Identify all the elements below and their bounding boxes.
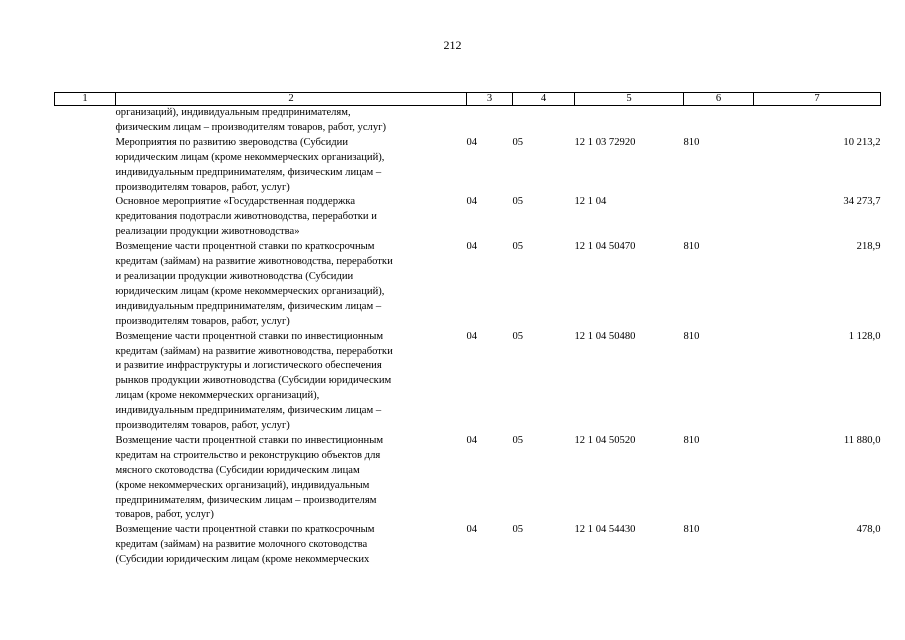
page-number: 212: [443, 38, 462, 52]
expense-type-cell: 810: [683, 434, 700, 446]
row-number-cell: [55, 106, 116, 136]
row-number-cell: [55, 523, 116, 568]
amount-cell: 478,0: [856, 524, 881, 536]
table-row: [55, 106, 881, 136]
section-code-cell: 04: [466, 330, 478, 342]
amount-cell: [754, 106, 881, 136]
expense-type-cell: 810: [683, 524, 700, 536]
table-row: [55, 523, 881, 568]
expense-name-cell: Основное мероприятие «Государственная поддержка кредитования подотрасли животноводства, переработки и реализации продукции животноводства»: [115, 196, 377, 238]
expense-type-cell: [684, 106, 754, 136]
column-header-1: 1: [55, 93, 116, 106]
column-header-6: 6: [684, 93, 754, 106]
section-code-cell: 04: [466, 136, 478, 148]
column-header-4: 4: [513, 93, 575, 106]
budget-table: [54, 92, 881, 568]
table-row: [55, 330, 881, 434]
expense-type-cell: 810: [683, 241, 700, 253]
target-article-cell: 12 1 04: [574, 196, 607, 208]
target-article-cell: 12 1 04 54430: [574, 524, 636, 536]
subsection-code-cell: [513, 106, 575, 136]
row-number-cell: [55, 240, 116, 329]
expense-name-cell: Возмещение части процентной ставки по краткосрочным кредитам (займам) на развитие молочного скотоводства (Субсидии юридическим лицам (кроме некоммерческих: [115, 524, 375, 566]
subsection-code-cell: 05: [512, 241, 524, 253]
target-article-cell: 12 1 04 50480: [574, 330, 636, 342]
section-code-cell: 04: [466, 241, 478, 253]
row-number-cell: [55, 434, 116, 523]
expense-name-cell: Возмещение части процентной ставки по инвестиционным кредитам (займам) на развитие животноводства, переработки и развитие инфраструктуры и логистического обеспечения рынков продукции животноводства (Субсидии юридическим лицам (кроме некоммерческих организаций), индивидуальным предпринимателям, физическим лицам – производителям товаров, работ, услуг): [115, 330, 393, 432]
target-article-cell: 12 1 04 50470: [574, 241, 636, 253]
expense-name-cell: Возмещение части процентной ставки по инвестиционным кредитам на строительство и реконструкцию объектов для мясного скотоводства (Субсидии юридическим лицам (кроме некоммерческих организаций), индивидуальным предпринимателям, физическим лицам – производителям товаров, работ, услуг): [115, 434, 384, 521]
subsection-code-cell: 05: [512, 136, 524, 148]
subsection-code-cell: 05: [512, 524, 524, 536]
table-row: [55, 136, 881, 196]
column-header-3: 3: [467, 93, 513, 106]
subsection-code-cell: 05: [512, 330, 524, 342]
row-number-cell: [55, 195, 116, 240]
table-row: [55, 240, 881, 329]
row-number-cell: [55, 136, 116, 196]
subsection-code-cell: 05: [512, 196, 524, 208]
target-article-cell: [575, 106, 684, 136]
expense-type-cell: 810: [683, 330, 700, 342]
column-header-7: 7: [754, 93, 881, 106]
expense-type-cell: 810: [683, 136, 700, 148]
target-article-cell: 12 1 03 72920: [574, 136, 636, 148]
section-code-cell: 04: [466, 434, 478, 446]
amount-cell: 10 213,2: [843, 136, 881, 148]
amount-cell: 218,9: [856, 241, 881, 253]
amount-cell: 1 128,0: [848, 330, 881, 342]
section-code-cell: 04: [466, 524, 478, 536]
amount-cell: 34 273,7: [843, 196, 881, 208]
expense-name-cell: Мероприятия по развитию звероводства (Субсидии юридическим лицам (кроме некоммерческих организаций), индивидуальным предпринимателям, физическим лицам – производителям товаров, работ, услуг): [115, 136, 385, 193]
table-row: [55, 195, 881, 240]
section-code-cell: [467, 106, 513, 136]
subsection-code-cell: 05: [512, 434, 524, 446]
expense-name-cell: Возмещение части процентной ставки по краткосрочным кредитам (займам) на развитие животноводства, переработки и реализации продукции животноводства (Субсидии юридическим лицам (кроме некоммерческих организаций), индивидуальным предпринимателям, физическим лицам – производителям товаров, работ, услуг): [115, 241, 393, 327]
column-number-header-row: [55, 93, 881, 106]
table-row: [55, 434, 881, 523]
target-article-cell: 12 1 04 50520: [574, 434, 636, 446]
expense-type-cell: [684, 195, 754, 240]
amount-cell: 11 880,0: [843, 434, 881, 446]
section-code-cell: 04: [466, 196, 478, 208]
expense-name-cell: организаций), индивидуальным предпринимателям, физическим лицам – производителям товаров, работ, услуг): [115, 107, 386, 133]
row-number-cell: [55, 330, 116, 434]
column-header-2: 2: [116, 93, 467, 106]
column-header-5: 5: [575, 93, 684, 106]
